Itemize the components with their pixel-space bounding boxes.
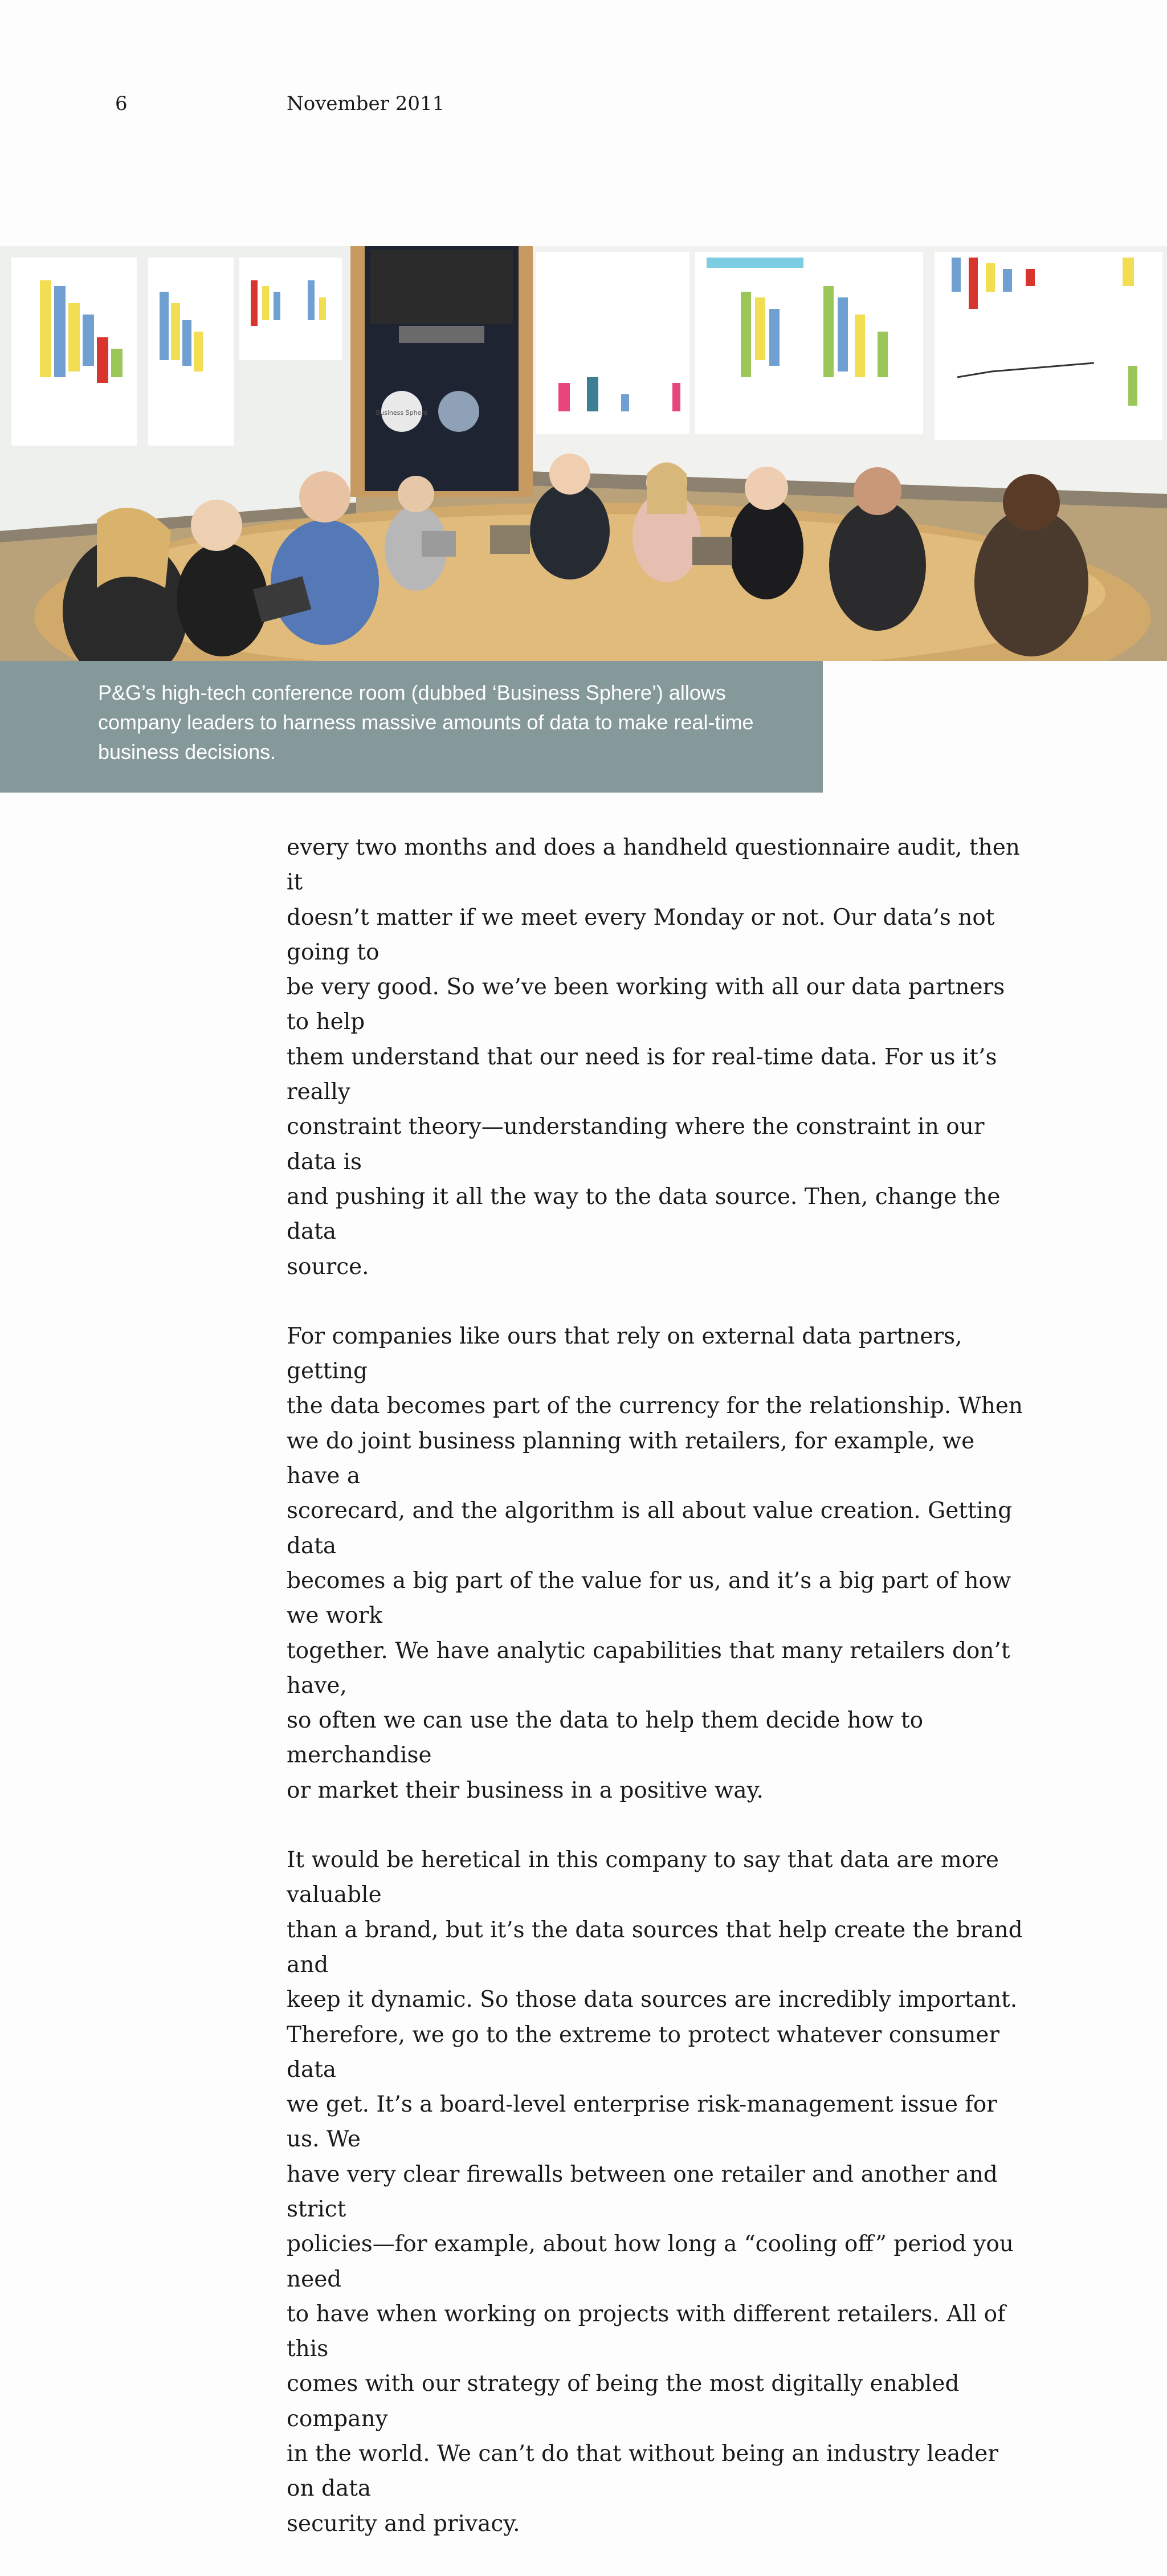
paragraph: every two months and does a handheld questionnaire audit, then it doesn’t matter if we meet every Monday or not. Our data’s not going to be very good. So we’ve been working with all our data partners to help them understand that our need is for real-time data. For us it’s really constraint theory—understanding where the constraint in our data is and pushing it all the way to the data source. Then, change the data source.	[287, 835, 1020, 1280]
conference-room-photo	[0, 246, 1167, 661]
issue-date: November 2011	[287, 92, 445, 115]
page-number: 6	[115, 92, 128, 115]
caption-text: P&G’s high-tech conference room (dubbed ‘Business Sphere’) allows company leaders to harness massive amounts of data to make real-time business decisions.	[98, 681, 754, 764]
article-body	[287, 830, 1027, 2576]
photo-caption	[0, 661, 823, 793]
panel-logo-text: Business Sphere	[376, 409, 428, 417]
paragraph: For companies like ours that rely on external data partners, getting the data becomes part of the currency for the relationship. When we do joint business planning with retailers, for example, we have a scorecard, and the algorithm is all about value creation. Getting data becomes a big part of the value for us, and it’s a big part of how we work together. We have analytic capabilities that many retailers don’t have, so often we can use the data to help them decide how to merchandise or market their business in a positive way.	[287, 1323, 1023, 1803]
paragraph: It would be heretical in this company to say that data are more valuable than a brand, but it’s the data sources that help create the brand and keep it dynamic. So those data sources are incredibly important. Therefore, we go to the extreme to protect whatever consumer data we get. It’s a board-level enterprise risk-management issue for us. We have very clear firewalls between one retailer and another and strict policies—for example, about how long a “cooling off” period you need to have when working on projects with different retailers. All of this comes with our strategy of being the most digitally enabled company in the world. We can’t do that without being an industry leader on data security and privacy.	[287, 1847, 1023, 2537]
